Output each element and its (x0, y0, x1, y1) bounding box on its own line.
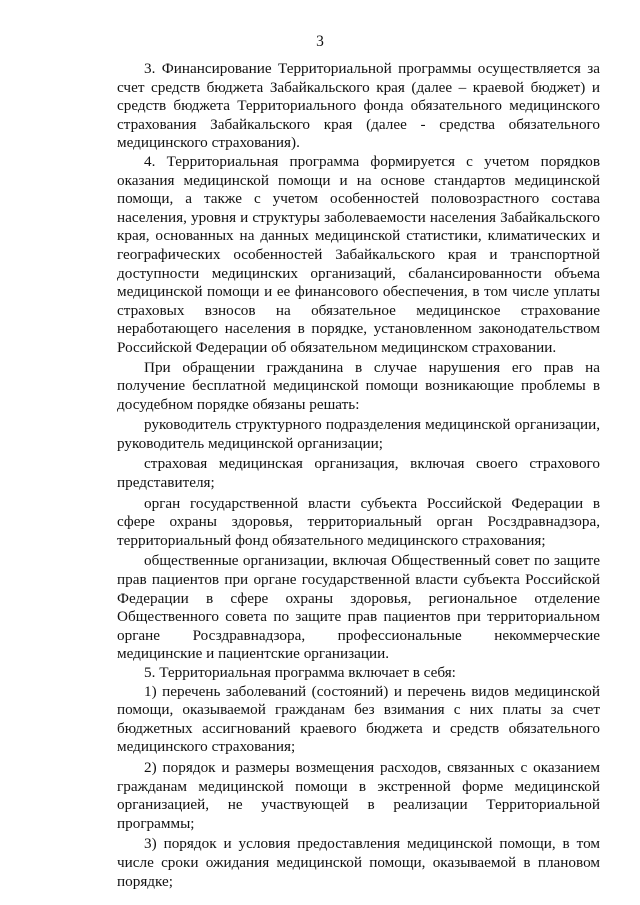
paragraph-program-contents: 5. Территориальная программа включает в себя: (144, 664, 456, 681)
list-item-conditions: 3) порядок и условия предоставления медицинской помощи, в том числе сроки ожидания медицинской помощи, оказываемой в плановом порядке; (117, 835, 600, 890)
list-item-reimbursement: 2) порядок и размеры возмещения расходов, связанных с оказанием гражданам медицинской помощи в экстренной форме медицинской организацией, не участвующей в реализации Территориальной программы; (117, 758, 600, 832)
paragraph-citizen-appeal: При обращении гражданина в случае нарушения его прав на получение бесплатной медицинской помощи возникающие проблемы в досудебном порядке обязаны решать: (117, 358, 600, 413)
paragraph-financing: 3. Финансирование Территориальной программы осуществляется за счет средств бюджета Забайкальского края (далее – краевой бюджет) и средств бюджета Территориального фонда обязательного медицинского страхования Забайкальского края (далее - средства обязательного медицинского страхования). (117, 60, 600, 152)
list-item-insurance-organization: страховая медицинская организация, включая своего страхового представителя; (117, 455, 600, 492)
list-item-public-organizations: общественные организации, включая Общественный совет по защите прав пациентов при органе государственной власти субъекта Российской Федерации в сфере охраны здоровья, региональное отделение Общественного совета по защите прав пациентов при территориальном органе Росздравнадзора, профессиональные некоммерческие медицинские и пациентские организации. (117, 552, 600, 663)
page-number: 3 (316, 33, 324, 50)
list-item-structural-head: руководитель структурного подразделения медицинской организации, руководитель медицинской организации; (117, 416, 600, 452)
list-item-government-authority: орган государственной власти субъекта Российской Федерации в сфере охраны здоровья, территориальный орган Росздравнадзора, территориальный фонд обязательного медицинского страхования; (117, 494, 600, 549)
paragraph-program-formation: 4. Территориальная программа формируется с учетом порядков оказания медицинской помощи и на основе стандартов медицинской помощи, а также с учетом особенностей половозрастного состава населения, уровня и структуры заболеваемости населения Забайкальского края, основанных на данных медицинской статистики, климатических и географических особенностей Забайкальского края и транспортной доступности медицинских организаций, сбалансированности объема медицинской помощи и ее финансового обеспечения, в том числе уплаты страховых взносов на обязательное медицинское страхование неработающего населения в порядке, установленном законодательством Российской Федерации об обязательном медицинском страховании. (117, 152, 600, 356)
document-body (117, 60, 600, 891)
list-item-diseases-list: 1) перечень заболеваний (состояний) и перечень видов медицинской помощи, оказываемой гражданам без взимания с них платы за счет бюджетных ассигнований краевого бюджета и средств обязательного медицинского страхования; (117, 682, 600, 756)
